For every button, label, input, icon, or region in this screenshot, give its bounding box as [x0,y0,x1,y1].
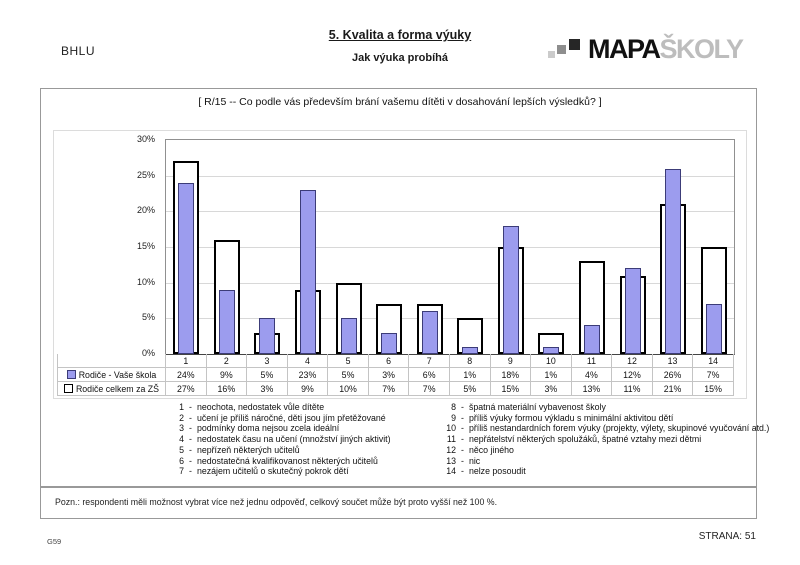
bar-vase-skola-9 [503,226,519,354]
mapa-skoly-logo [548,33,743,65]
table-cell: 15% [490,382,531,396]
bar-vase-skola-7 [422,311,438,354]
bar-vase-skola-10 [543,347,559,354]
logo-word-dark: MAPA [588,34,660,64]
definition-item [440,445,769,456]
y-tick-label: 30% [136,134,155,144]
table-cell: 14 [693,354,734,368]
series-row-1-label: Rodiče - Vaše škola [58,368,166,382]
definition-part: nepřátelství některých spolužáků, špatné vztahy mezi dětmi [468,434,702,445]
definition-part: 12 [446,444,456,455]
note-box [40,487,757,519]
definition-item [440,402,769,413]
y-tick-label: 0% [141,348,155,358]
logo-word-light: ŠKOLY [659,34,743,64]
definition-part: - [189,434,192,445]
table-cell: 3% [531,382,572,396]
definition-part: nepřízeň některých učitelů [196,444,300,455]
table-cell: 24% [166,368,207,382]
definition-item [168,413,391,424]
definition-part: - [461,412,464,423]
gridline [166,283,734,284]
table-cell: 10% [328,382,369,396]
definition-part: příliš nestandardních forem výuky (projekty, výlety, skupinové vyučování atd.) [468,423,770,434]
page-title: 5. Kvalita a forma výuky [328,28,472,42]
definition-part: - [461,466,464,477]
y-tick-label: 15% [136,241,155,251]
table-cell: 9 [490,354,531,368]
table-cell: 6 [368,354,409,368]
definition-item [168,434,391,445]
table-cell: 15% [693,382,734,396]
question-text: [ R/15 -- Co podle vás především brání vašemu dítěti v dosahování lepších výsledků? ] [198,96,602,108]
category-header-row-label [58,354,166,368]
definition-part: - [461,444,464,455]
definition-part: - [461,423,464,434]
gridline [166,176,734,177]
table-cell: 3 [247,354,288,368]
table-cell: 9% [287,382,328,396]
y-axis [116,134,160,358]
table-cell: 11% [612,382,653,396]
definition-item [440,413,769,424]
definition-part: - [189,466,192,477]
legend-swatch [64,384,73,393]
table-cell: 1% [531,368,572,382]
definition-part: neochota, nedostatek vůle dítěte [196,402,325,412]
data-table [57,354,734,396]
chart-plot-area [165,139,735,355]
definition-part: nedostatečná kvalifikovanost některých učitelů [196,455,378,466]
table-cell: 23% [287,368,328,382]
table-cell: 9% [206,368,247,382]
bar-vase-skola-3 [259,318,275,354]
table-cell: 18% [490,368,531,382]
data-table-wrap [57,354,734,396]
series-row-2 [58,382,734,396]
definition-part: učení je příliš náročné, děti jsou jím přetěžované [196,412,386,423]
definition-part: 10 [446,423,456,434]
definition-item [168,466,391,477]
definition-part: - [461,402,464,412]
definition-part: 1 [179,402,184,412]
table-cell: 6% [409,368,450,382]
note-text: Pozn.: respondenti měli možnost vybrat více než jednu odpověď, celkový součet může být proto vyšší než 100 %. [55,497,498,507]
bar-vase-skola-11 [584,325,600,354]
definition-part: podmínky doma nejsou zcela ideální [196,423,340,434]
table-cell: 7% [409,382,450,396]
table-cell: 8 [449,354,490,368]
definition-part: 2 [179,412,184,423]
definition-part: 6 [179,455,184,466]
definition-part: 11 [446,434,456,445]
bar-vase-skola-6 [381,333,397,354]
footer-page-number: STRANA: 51 [698,531,756,542]
bar-vase-skola-2 [219,290,235,354]
y-tick-label: 25% [136,169,155,180]
bar-vase-skola-14 [706,304,722,354]
definition-item [440,434,769,445]
definition-part: - [461,455,464,466]
definition-part: 5 [179,444,184,455]
definition-part: 13 [446,455,456,466]
definition-part: nezájem učitelů o skutečný pokrok dětí [196,466,349,477]
gridline [166,211,734,212]
table-cell: 7% [368,382,409,396]
table-cell: 5% [328,368,369,382]
series-row-1 [58,368,734,382]
footer-code: G59 [47,537,62,546]
definition-part: příliš výuky formou výkladu s minimální aktivitou dětí [468,412,674,423]
category-header-row [58,354,734,368]
bar-vase-skola-8 [462,347,478,354]
table-cell: 1% [449,368,490,382]
y-tick-label: 20% [136,205,155,216]
bar-vase-skola-5 [341,318,357,354]
definition-part: něco jiného [468,444,514,455]
definition-part: - [461,434,464,445]
table-cell: 7 [409,354,450,368]
gridline [166,247,734,248]
definition-part: nic [468,455,481,466]
table-cell: 10 [531,354,572,368]
definition-part: nedostatek času na učení (množství jiných aktivit) [196,434,391,445]
table-cell: 12 [612,354,653,368]
definition-part: - [189,423,192,434]
legend-swatch [67,370,76,379]
definition-part: 9 [451,412,456,423]
y-tick-label: 10% [136,276,155,287]
table-cell: 3% [247,382,288,396]
school-code: BHLU [61,44,96,58]
definition-item [168,456,391,467]
definition-part: 7 [179,466,184,477]
table-cell: 27% [166,382,207,396]
table-cell: 12% [612,368,653,382]
y-tick-label: 5% [141,312,155,323]
table-cell: 3% [368,368,409,382]
definition-item [168,402,391,413]
table-cell: 21% [652,382,693,396]
definition-part: 4 [179,434,184,445]
definition-item [440,456,769,467]
definition-part: 8 [451,402,456,412]
table-cell: 13% [571,382,612,396]
table-cell: 11 [571,354,612,368]
definition-part: nelze posoudit [468,466,526,477]
definitions-column-left [168,402,391,477]
definition-part: - [189,402,192,412]
definition-item [168,445,391,456]
table-cell: 13 [652,354,693,368]
definition-item [168,423,391,434]
table-cell: 5% [247,368,288,382]
definitions-column-right [440,402,769,477]
table-cell: 26% [652,368,693,382]
definition-item [440,423,769,434]
definition-part: 3 [179,423,184,434]
table-cell: 5 [328,354,369,368]
series-row-2-label: Rodiče celkem za ZŠ [58,382,166,396]
bar-vase-skola-12 [625,268,641,354]
definition-item [440,466,769,477]
logo-wordmark [588,35,743,63]
bar-vase-skola-1 [178,183,194,354]
bar-vase-skola-4 [300,190,316,354]
definition-part: - [189,444,192,455]
table-cell: 5% [449,382,490,396]
page-subtitle: Jak výuka probíhá [352,52,448,64]
table-cell: 4% [571,368,612,382]
logo-pixels-icon [548,35,588,63]
definition-part: špatná materiální vybavenost školy [468,402,606,412]
table-cell: 1 [166,354,207,368]
table-cell: 4 [287,354,328,368]
table-cell: 7% [693,368,734,382]
table-cell: 2 [206,354,247,368]
gridline [166,318,734,319]
definition-part: - [189,412,192,423]
definition-part: - [189,455,192,466]
bar-vase-skola-13 [665,169,681,354]
table-cell: 16% [206,382,247,396]
definition-part: 14 [446,466,456,477]
